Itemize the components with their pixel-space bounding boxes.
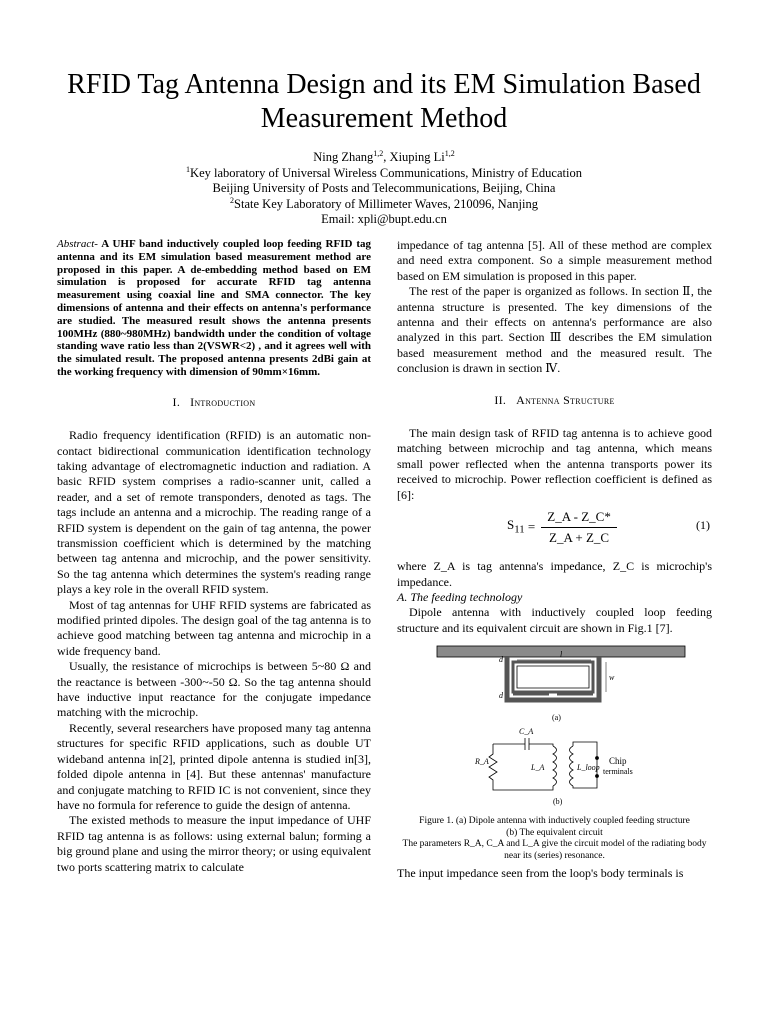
label-a: (a) <box>552 713 561 723</box>
equivalent-circuit <box>474 727 633 806</box>
label-d: d <box>499 655 503 665</box>
subsection-feeding: A. The feeding technology <box>397 589 523 604</box>
paper-title: RFID Tag Antenna Design and its EM Simulation Based Measurement Method <box>67 69 701 134</box>
equation-1 <box>397 503 712 559</box>
left-column <box>57 238 371 875</box>
label-chip: Chip <box>609 756 627 767</box>
label-ca: C_A <box>519 727 534 737</box>
abstract: Abstract- A UHF band inductively coupled loop feeding RFID tag antenna and its EM simulation based measurement method are proposed in this paper. A de-embedding method based on EM simulation is proposed for accurate RFID tag antenna measurement using coaxial line and SMA connector. The key dimensions of antenna and their effects on antenna's performance are studied. The measured result shows the antenna presents 100MHz (880~980MHz) bandwidth under the condition of voltage standing wave ratio less than 2(VSWR<2) , and it agrees well with the simulated result. The proposed antenna presents 2dBi gain at the working frequency with dimension of 90mm×16mm. <box>57 238 371 378</box>
intro-paragraph-2: Most of tag antennas for UHF RFID systems are fabricated as modified printed dipoles. The design goal of the tag antenna is to achieve good matching between tag antenna and microchip in a wide frequency band. <box>57 597 371 658</box>
label-b: (b) <box>553 797 563 807</box>
author-names: Ning Zhang$^{1,2}$, Xiuping Li$^{1,2}$ <box>313 148 455 164</box>
section-heading-introduction: I. Introduction <box>172 394 256 409</box>
eq-fraction <box>541 509 617 545</box>
intro-paragraph-1: Radio frequency identification (RFID) is an automatic non-contact bidirectional communication identification technology taking advantage of electromagnetic induction and radiation. A basic RFID system comprises a radio-scanner unit, called a reader, and a set of remote transponders, denoted as tags. The tags include an antenna and a microchip. The reading range of a RFID system is dependent on the gain of tag antenna, the power transmission coefficient which is determined by the matching between tag antenna and microchip, and the power sensitivity. So the tag antenna which determines the system's reading range plays a key role in the overall RFID system. <box>57 428 371 597</box>
antenna-diagram <box>437 646 685 722</box>
label-terminals: terminals <box>603 767 633 777</box>
label-l: l <box>560 650 563 660</box>
label-d2: d <box>499 691 503 701</box>
figure-1-drawing <box>397 638 712 824</box>
structure-paragraph-3: Dipole antenna with inductively coupled loop feeding structure and its equivalent circuit are shown in Fig.1 [7]. <box>397 605 712 635</box>
eq-lhs: $S_{11}$ <box>507 516 525 536</box>
affiliation-1b: Beijing University of Posts and Telecommunications, Beijing, China <box>212 181 556 195</box>
figure-1-caption: Figure 1. (a) Dipole antenna with inductively coupled feeding structure (b) The equivalent circuit The parameters R_A, C_A and L_A give the circuit model of the radiating body near its (series) resonance. <box>402 816 707 861</box>
eq-numerator: Z_A - Z_C* <box>541 509 617 527</box>
structure-paragraph-1: The main design task of RFID tag antenna is to achieve good matching between microchip and tag antenna, which means small power reflected when the antenna transports power its received to microchip. Power reflection coefficient is defined as [6]: <box>397 426 712 502</box>
affiliation-1: $^1$Key laboratory of Universal Wireless Communications, Ministry of Education <box>186 164 582 180</box>
eq-denominator: Z_A + Z_C <box>549 529 610 545</box>
email: Email: xpli@bupt.edu.cn <box>321 212 447 226</box>
equation-number: (1) <box>696 518 710 533</box>
intro-paragraph-4: Recently, several researchers have proposed many tag antenna structures for specific RFID applications, such as double UT wideband antenna in[2], printed dipole antenna is studied in[3], folded dipole antenna in [4]. But these antennas' manufacture and conjugate matching to RFID IC is not convenient, since they have no formula for reference to guide the design of antenna. <box>57 720 371 812</box>
label-la: L_A <box>531 763 545 773</box>
equation-body: $S_{11}$ = $\frac{Z\_A - Z\_C*}{Z\_A + Z\_C}$ <box>507 509 617 545</box>
right-column <box>397 238 712 882</box>
structure-paragraph-4: The input impedance seen from the loop's body terminals is <box>397 866 684 881</box>
section-heading-antenna-structure: II. Antenna Structure <box>494 392 615 407</box>
intro-paragraph-5: The existed methods to measure the input impedance of UHF RFID tag antenna is as follows: using external balun; forming a big ground plane and using the mirror theory; or using equivalent two ports scattering matrix to calculate <box>57 813 371 874</box>
affiliation-2: $^2$State Key Laboratory of Millimeter Waves, 210096, Nanjing <box>230 195 538 211</box>
author-block <box>0 150 768 228</box>
right-paragraph-2: The rest of the paper is organized as follows. In section Ⅱ, the antenna structure is presented. The key dimensions of the antenna and their effects on antenna's performance are also analyzed in this part. Section Ⅲ describes the EM simulation based measurement method and the measured result. The conclusion is drawn in section Ⅳ. <box>397 284 712 376</box>
figure-1 <box>397 638 712 824</box>
right-paragraph-1: impedance of tag antenna [5]. All of these method are complex and need extra component. So a simple measurement method based on EM simulation is proposed in this paper. <box>397 238 712 283</box>
label-w: w <box>609 673 615 683</box>
intro-paragraph-3: Usually, the resistance of microchips is between 5~80 Ω and the reactance is between -300~-50 Ω. So the tag antenna should have inductive input reactance for the conjugate impedance matching with the microchip. <box>57 659 371 720</box>
label-lloop: L_loop <box>577 763 600 773</box>
label-ra: R_A <box>475 757 489 767</box>
structure-paragraph-2: where Z_A is tag antenna's impedance, Z_C is microchip's impedance. <box>397 559 712 589</box>
